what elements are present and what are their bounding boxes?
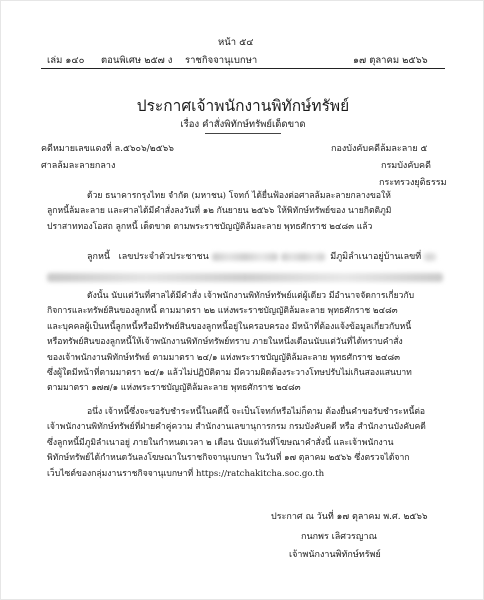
debtor-address-label: มีภูมิลำเนาอยู่บ้านเลขที่: [330, 252, 422, 262]
redacted-address-bar: [47, 273, 443, 282]
paragraph-line: ด้วย ธนาคารกรุงไทย จำกัด (มหาชน) โจทก์ ได้ยื่นฟ้องต่อศาลล้มละลายกลางขอให้: [87, 191, 391, 201]
paragraph-line: ตามมาตรา ๑๗๗/๑ แห่งพระราชบัญญัติล้มละลาย พุทธศักราช ๒๔๘๓: [47, 383, 301, 394]
paragraph-line: ซึ่งผู้ใดมีหน้าที่ตามมาตรา ๒๔/๑ แล้วไม่ปฏิบัติตาม มีความผิดต้องระวางโทษปรับไม่เกินสองแสนบาท: [47, 367, 412, 378]
announcement-title: ประกาศเจ้าพนักงานพิทักษ์ทรัพย์: [136, 97, 350, 115]
title-divider: [205, 133, 281, 134]
paragraph-line: และบุคคลผู้เป็นหนี้ลูกหนี้หรือมีทรัพย์สินของลูกหนี้อยู่ในครอบครอง มีหน้าที่ต้องแจ้งข้อมูลเกี่ยวกับหนี้: [47, 321, 412, 332]
paragraph-line: หรือทรัพย์สินของลูกหนี้ให้เจ้าพนักงานพิทักษ์ทรัพย์ทราบ ภายในหนึ่งเดือนนับแต่วันที่ได้ทราบคำสั่ง: [47, 337, 403, 348]
paragraph-line: ของเจ้าพนักงานพิทักษ์ทรัพย์ ตามมาตรา ๒๔/๑ แห่งพระราชบัญญัติล้มละลาย พุทธศักราช ๒๔๘๓: [47, 352, 400, 363]
paragraph-line: ดังนั้น นับแต่วันที่ศาลได้มีคำสั่ง เจ้าพนักงานพิทักษ์ทรัพย์แต่ผู้เดียว มีอำนาจจัดการเกี่ยวกับ: [87, 291, 415, 301]
paragraph-line: อนึ่ง เจ้าหนี้ซึ่งจะขอรับชำระหนี้ในคดีนี้ จะเป็นโจทก์หรือไม่ก็ตาม ต้องยื่นคำขอรับชำระหนี้ต่อ: [87, 407, 426, 417]
signatory-name: กนกพร เลิศวรญาณ: [301, 532, 377, 542]
signatory-position: เจ้าพนักงานพิทักษ์ทรัพย์: [289, 550, 381, 560]
paragraph-line: ลูกหนี้ล้มละลาย และศาลได้มีคำสั่งลงวันที่ ๑๒ กันยายน ๒๕๖๖ ให้พิทักษ์ทรัพย์ของ นายกิตติภูมิ: [47, 206, 392, 217]
announcement-date: ประกาศ ณ วันที่ ๑๗ ตุลาคม พ.ศ. ๒๕๖๖: [271, 512, 428, 522]
redacted-address: [47, 267, 443, 286]
case-number: คดีหมายเลขแดงที่ ล.๕๖๐๖/๒๕๖๖: [41, 144, 174, 154]
ministry-name: กระทรวงยุติธรรม: [379, 178, 447, 188]
gazette-date: ๑๗ ตุลาคม ๒๕๖๖: [353, 55, 428, 66]
redacted-id: [212, 253, 278, 261]
paragraph-petition: [47, 189, 445, 235]
issue-number: ตอนพิเศษ ๒๕๗ ง: [101, 55, 173, 66]
paragraph-creditors: [47, 405, 445, 482]
paragraph-line: ซึ่งลูกหนี้มีภูมิลำเนาอยู่ ภายในกำหนดเวลา ๒ เดือน นับแต่วันที่โฆษณาคำสั่งนี้ และเจ้าพนักงาน: [47, 437, 394, 448]
paragraph-line: กิจการและทรัพย์สินของลูกหนี้ ตามมาตรา ๒๒ แห่งพระราชบัญญัติล้มละลาย พุทธศักราช ๒๔๘๓: [47, 306, 398, 317]
division-name: กองบังคับคดีล้มละลาย ๕: [331, 144, 428, 154]
announcement-subtitle: เรื่อง คำสั่งพิทักษ์ทรัพย์เด็ดขาด: [180, 119, 306, 130]
court-name: ศาลล้มละลายกลาง: [41, 161, 116, 171]
gazette-name: ราชกิจจานุเบกษา: [185, 55, 258, 66]
paragraph-line: พิทักษ์ทรัพย์ได้กำหนดวันลงโฆษณาในราชกิจจานุเบกษา ในวันที่ ๑๗ ตุลาคม ๒๕๖๖ ซึ่งตรวจได้จาก: [47, 453, 410, 464]
redacted-id-2: [281, 253, 325, 261]
page-number: หน้า ๕๔: [218, 37, 254, 48]
paragraph-line: ปราสาททองโอสถ ลูกหนี้ เด็ดขาด ตามพระราชบัญญัติล้มละลาย พุทธศักราช ๒๔๘๓ แล้ว: [47, 221, 373, 232]
redacted-house: [424, 253, 436, 261]
volume-number: เล่ม ๑๔๐: [47, 55, 85, 66]
header-rule: [41, 68, 445, 69]
department-name: กรมบังคับคดี: [381, 161, 431, 171]
debtor-line: [87, 249, 436, 263]
paragraph-effects: [47, 289, 445, 397]
debtor-label: ลูกหนี้: [87, 252, 111, 262]
debtor-id-label: เลขประจำตัวประชาชน: [118, 252, 209, 262]
paragraph-line: เจ้าพนักงานพิทักษ์ทรัพย์ที่ฝ่ายคำคู่ความ สำนักงานเลขานุการกรม กรมบังคับคดี หรือ สำนักงานบังคับคดี: [47, 422, 426, 433]
gazette-website-line: เว็บไซต์ของกลุ่มงานราชกิจจานุเบกษาที่ https://ratchakitcha.soc.go.th: [47, 468, 325, 479]
